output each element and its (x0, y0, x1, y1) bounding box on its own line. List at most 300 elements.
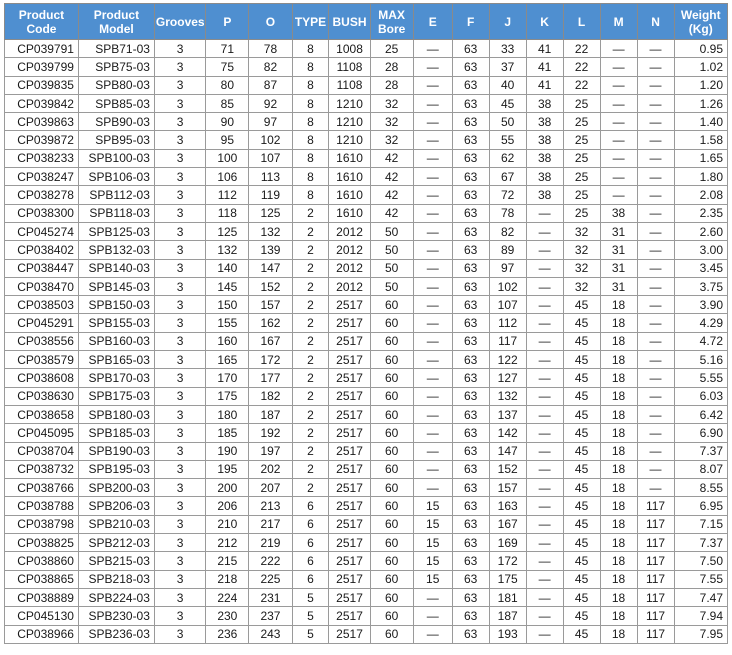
cell-model: SPB80-03 (78, 76, 154, 94)
cell-bush: 2517 (329, 351, 370, 369)
cell-k: — (526, 351, 563, 369)
cell-j: 172 (489, 552, 526, 570)
cell-maxbore: 60 (370, 460, 413, 478)
cell-j: 67 (489, 168, 526, 186)
column-header-model: Product Model (78, 4, 154, 40)
cell-code: CP045291 (5, 314, 79, 332)
table-row (5, 405, 728, 423)
cell-weight: 2.35 (674, 204, 727, 222)
cell-n: — (637, 424, 674, 442)
pulley-spec-table (4, 3, 728, 644)
cell-weight: 7.47 (674, 588, 727, 606)
cell-grooves: 3 (154, 588, 205, 606)
cell-grooves: 3 (154, 113, 205, 131)
cell-n: 117 (637, 534, 674, 552)
table-row (5, 369, 728, 387)
cell-f: 63 (452, 277, 489, 295)
table-row (5, 588, 728, 606)
cell-model: SPB132-03 (78, 241, 154, 259)
cell-weight: 3.75 (674, 277, 727, 295)
cell-model: SPB75-03 (78, 58, 154, 76)
table-row (5, 314, 728, 332)
cell-o: 107 (249, 149, 292, 167)
cell-f: 63 (452, 570, 489, 588)
cell-bush: 2517 (329, 442, 370, 460)
cell-weight: 1.40 (674, 113, 727, 131)
cell-f: 63 (452, 131, 489, 149)
table-row (5, 113, 728, 131)
cell-m: 31 (600, 241, 637, 259)
cell-e: — (413, 131, 452, 149)
cell-l: 45 (563, 424, 600, 442)
cell-f: 63 (452, 424, 489, 442)
table-row (5, 131, 728, 149)
cell-p: 200 (206, 479, 249, 497)
cell-grooves: 3 (154, 479, 205, 497)
cell-bush: 2517 (329, 588, 370, 606)
cell-k: 38 (526, 186, 563, 204)
cell-weight: 1.65 (674, 149, 727, 167)
cell-code: CP038865 (5, 570, 79, 588)
cell-o: 197 (249, 442, 292, 460)
cell-j: 72 (489, 186, 526, 204)
cell-grooves: 3 (154, 460, 205, 478)
cell-m: 18 (600, 369, 637, 387)
cell-o: 125 (249, 204, 292, 222)
cell-maxbore: 60 (370, 442, 413, 460)
cell-p: 85 (206, 94, 249, 112)
cell-j: 167 (489, 515, 526, 533)
cell-m: 18 (600, 607, 637, 625)
cell-p: 132 (206, 241, 249, 259)
cell-grooves: 3 (154, 58, 205, 76)
cell-maxbore: 60 (370, 588, 413, 606)
cell-bush: 2517 (329, 332, 370, 350)
cell-k: — (526, 424, 563, 442)
cell-model: SPB125-03 (78, 222, 154, 240)
cell-o: 78 (249, 40, 292, 58)
table-row (5, 296, 728, 314)
cell-weight: 7.55 (674, 570, 727, 588)
cell-k: 38 (526, 131, 563, 149)
cell-grooves: 3 (154, 168, 205, 186)
cell-j: 163 (489, 497, 526, 515)
cell-n: — (637, 314, 674, 332)
cell-code: CP038658 (5, 405, 79, 423)
cell-l: 45 (563, 570, 600, 588)
cell-f: 63 (452, 40, 489, 58)
cell-j: 102 (489, 277, 526, 295)
cell-n: 117 (637, 552, 674, 570)
cell-e: 15 (413, 515, 452, 533)
cell-weight: 5.55 (674, 369, 727, 387)
cell-code: CP038889 (5, 588, 79, 606)
cell-k: — (526, 204, 563, 222)
cell-model: SPB165-03 (78, 351, 154, 369)
cell-j: 33 (489, 40, 526, 58)
cell-o: 177 (249, 369, 292, 387)
cell-l: 45 (563, 607, 600, 625)
cell-p: 80 (206, 76, 249, 94)
cell-weight: 6.42 (674, 405, 727, 423)
cell-p: 155 (206, 314, 249, 332)
cell-k: — (526, 497, 563, 515)
cell-bush: 2012 (329, 222, 370, 240)
table-row (5, 149, 728, 167)
cell-type: 2 (292, 314, 329, 332)
column-header-n: N (637, 4, 674, 40)
cell-f: 63 (452, 58, 489, 76)
cell-k: — (526, 241, 563, 259)
cell-bush: 2517 (329, 460, 370, 478)
cell-e: — (413, 314, 452, 332)
cell-o: 219 (249, 534, 292, 552)
cell-bush: 1008 (329, 40, 370, 58)
cell-p: 90 (206, 113, 249, 131)
cell-type: 2 (292, 369, 329, 387)
cell-model: SPB112-03 (78, 186, 154, 204)
cell-p: 224 (206, 588, 249, 606)
cell-e: — (413, 222, 452, 240)
cell-m: 38 (600, 204, 637, 222)
cell-weight: 5.16 (674, 351, 727, 369)
cell-type: 8 (292, 76, 329, 94)
cell-m: — (600, 113, 637, 131)
cell-m: 18 (600, 332, 637, 350)
cell-type: 5 (292, 607, 329, 625)
cell-p: 190 (206, 442, 249, 460)
cell-f: 63 (452, 314, 489, 332)
cell-j: 152 (489, 460, 526, 478)
cell-l: 25 (563, 204, 600, 222)
cell-type: 2 (292, 479, 329, 497)
cell-f: 63 (452, 241, 489, 259)
table-row (5, 387, 728, 405)
cell-k: 41 (526, 58, 563, 76)
table-row (5, 259, 728, 277)
cell-p: 118 (206, 204, 249, 222)
cell-m: — (600, 186, 637, 204)
cell-code: CP038732 (5, 460, 79, 478)
cell-type: 2 (292, 259, 329, 277)
cell-m: 18 (600, 479, 637, 497)
cell-k: — (526, 534, 563, 552)
cell-k: — (526, 387, 563, 405)
cell-p: 106 (206, 168, 249, 186)
cell-n: — (637, 149, 674, 167)
cell-bush: 2517 (329, 625, 370, 643)
cell-bush: 1210 (329, 94, 370, 112)
cell-m: 18 (600, 588, 637, 606)
cell-k: — (526, 570, 563, 588)
cell-weight: 7.37 (674, 442, 727, 460)
cell-grooves: 3 (154, 387, 205, 405)
cell-p: 112 (206, 186, 249, 204)
header-row (5, 4, 728, 40)
cell-type: 8 (292, 113, 329, 131)
cell-bush: 2012 (329, 277, 370, 295)
cell-f: 63 (452, 296, 489, 314)
cell-k: — (526, 222, 563, 240)
cell-model: SPB160-03 (78, 332, 154, 350)
cell-l: 45 (563, 534, 600, 552)
cell-code: CP038608 (5, 369, 79, 387)
cell-e: — (413, 625, 452, 643)
cell-weight: 8.07 (674, 460, 727, 478)
cell-l: 22 (563, 76, 600, 94)
cell-o: 172 (249, 351, 292, 369)
cell-m: 18 (600, 296, 637, 314)
cell-type: 6 (292, 515, 329, 533)
cell-p: 145 (206, 277, 249, 295)
cell-type: 2 (292, 387, 329, 405)
cell-n: — (637, 442, 674, 460)
cell-bush: 2517 (329, 497, 370, 515)
cell-maxbore: 60 (370, 387, 413, 405)
cell-m: — (600, 168, 637, 186)
cell-weight: 3.00 (674, 241, 727, 259)
table-row (5, 497, 728, 515)
table-row (5, 94, 728, 112)
cell-m: 18 (600, 442, 637, 460)
cell-maxbore: 60 (370, 625, 413, 643)
cell-o: 207 (249, 479, 292, 497)
cell-weight: 1.20 (674, 76, 727, 94)
cell-l: 45 (563, 588, 600, 606)
cell-e: — (413, 405, 452, 423)
cell-bush: 1610 (329, 186, 370, 204)
cell-grooves: 3 (154, 351, 205, 369)
cell-type: 2 (292, 277, 329, 295)
cell-e: — (413, 460, 452, 478)
table-row (5, 424, 728, 442)
cell-e: 15 (413, 570, 452, 588)
cell-code: CP038503 (5, 296, 79, 314)
cell-maxbore: 50 (370, 277, 413, 295)
cell-bush: 1210 (329, 131, 370, 149)
cell-model: SPB195-03 (78, 460, 154, 478)
cell-bush: 1610 (329, 149, 370, 167)
cell-m: 18 (600, 314, 637, 332)
column-header-e: E (413, 4, 452, 40)
cell-o: 202 (249, 460, 292, 478)
cell-k: — (526, 259, 563, 277)
cell-m: 18 (600, 497, 637, 515)
cell-maxbore: 28 (370, 76, 413, 94)
cell-n: 117 (637, 497, 674, 515)
cell-model: SPB90-03 (78, 113, 154, 131)
cell-model: SPB180-03 (78, 405, 154, 423)
cell-j: 50 (489, 113, 526, 131)
cell-maxbore: 32 (370, 94, 413, 112)
cell-l: 25 (563, 186, 600, 204)
cell-weight: 1.26 (674, 94, 727, 112)
cell-type: 8 (292, 94, 329, 112)
column-header-weight: Weight (Kg) (674, 4, 727, 40)
cell-n: 117 (637, 515, 674, 533)
cell-grooves: 3 (154, 241, 205, 259)
cell-model: SPB218-03 (78, 570, 154, 588)
cell-l: 45 (563, 314, 600, 332)
column-header-f: F (452, 4, 489, 40)
cell-n: — (637, 204, 674, 222)
table-row (5, 552, 728, 570)
cell-n: 117 (637, 570, 674, 588)
cell-grooves: 3 (154, 259, 205, 277)
cell-o: 97 (249, 113, 292, 131)
cell-weight: 7.15 (674, 515, 727, 533)
cell-maxbore: 42 (370, 149, 413, 167)
cell-e: — (413, 369, 452, 387)
cell-m: 18 (600, 515, 637, 533)
cell-grooves: 3 (154, 497, 205, 515)
cell-bush: 2517 (329, 369, 370, 387)
cell-n: — (637, 94, 674, 112)
cell-p: 230 (206, 607, 249, 625)
cell-model: SPB206-03 (78, 497, 154, 515)
cell-j: 142 (489, 424, 526, 442)
cell-j: 132 (489, 387, 526, 405)
cell-type: 8 (292, 149, 329, 167)
cell-model: SPB118-03 (78, 204, 154, 222)
cell-n: 117 (637, 607, 674, 625)
cell-n: — (637, 76, 674, 94)
cell-grooves: 3 (154, 625, 205, 643)
cell-code: CP038233 (5, 149, 79, 167)
cell-o: 192 (249, 424, 292, 442)
cell-l: 32 (563, 259, 600, 277)
cell-weight: 7.50 (674, 552, 727, 570)
cell-e: — (413, 186, 452, 204)
cell-code: CP045130 (5, 607, 79, 625)
cell-f: 63 (452, 149, 489, 167)
cell-e: — (413, 259, 452, 277)
cell-f: 63 (452, 534, 489, 552)
cell-maxbore: 50 (370, 241, 413, 259)
cell-f: 63 (452, 497, 489, 515)
cell-l: 22 (563, 40, 600, 58)
cell-f: 63 (452, 387, 489, 405)
cell-o: 231 (249, 588, 292, 606)
cell-type: 2 (292, 405, 329, 423)
cell-grooves: 3 (154, 405, 205, 423)
cell-weight: 3.45 (674, 259, 727, 277)
cell-o: 182 (249, 387, 292, 405)
cell-j: 112 (489, 314, 526, 332)
cell-j: 169 (489, 534, 526, 552)
cell-l: 45 (563, 625, 600, 643)
cell-j: 181 (489, 588, 526, 606)
cell-e: — (413, 479, 452, 497)
cell-m: 18 (600, 351, 637, 369)
cell-maxbore: 50 (370, 259, 413, 277)
cell-code: CP039842 (5, 94, 79, 112)
cell-e: — (413, 94, 452, 112)
cell-o: 217 (249, 515, 292, 533)
cell-bush: 1610 (329, 204, 370, 222)
cell-maxbore: 32 (370, 131, 413, 149)
cell-o: 225 (249, 570, 292, 588)
table-row (5, 351, 728, 369)
cell-grooves: 3 (154, 369, 205, 387)
cell-k: 38 (526, 113, 563, 131)
cell-code: CP038556 (5, 332, 79, 350)
cell-m: — (600, 94, 637, 112)
cell-weight: 4.72 (674, 332, 727, 350)
cell-bush: 2517 (329, 607, 370, 625)
cell-n: — (637, 405, 674, 423)
cell-l: 45 (563, 442, 600, 460)
cell-maxbore: 60 (370, 497, 413, 515)
cell-o: 237 (249, 607, 292, 625)
cell-o: 102 (249, 131, 292, 149)
cell-maxbore: 60 (370, 534, 413, 552)
cell-type: 2 (292, 296, 329, 314)
cell-p: 185 (206, 424, 249, 442)
cell-maxbore: 42 (370, 168, 413, 186)
cell-k: — (526, 479, 563, 497)
cell-m: 18 (600, 387, 637, 405)
column-header-l: L (563, 4, 600, 40)
cell-bush: 2517 (329, 296, 370, 314)
cell-maxbore: 60 (370, 570, 413, 588)
cell-n: — (637, 369, 674, 387)
cell-e: 15 (413, 552, 452, 570)
column-header-m: M (600, 4, 637, 40)
cell-j: 62 (489, 149, 526, 167)
cell-n: — (637, 241, 674, 259)
cell-l: 25 (563, 113, 600, 131)
cell-bush: 2517 (329, 515, 370, 533)
cell-f: 63 (452, 625, 489, 643)
cell-weight: 6.03 (674, 387, 727, 405)
cell-n: — (637, 479, 674, 497)
cell-model: SPB224-03 (78, 588, 154, 606)
cell-e: — (413, 607, 452, 625)
column-header-bush: BUSH (329, 4, 370, 40)
cell-grooves: 3 (154, 607, 205, 625)
cell-j: 89 (489, 241, 526, 259)
cell-l: 32 (563, 277, 600, 295)
cell-k: — (526, 515, 563, 533)
cell-bush: 1610 (329, 168, 370, 186)
cell-l: 45 (563, 497, 600, 515)
cell-m: 18 (600, 570, 637, 588)
cell-e: — (413, 76, 452, 94)
cell-model: SPB185-03 (78, 424, 154, 442)
cell-k: 38 (526, 168, 563, 186)
column-header-grooves: Grooves (154, 4, 205, 40)
cell-bush: 2517 (329, 479, 370, 497)
cell-k: — (526, 296, 563, 314)
cell-f: 63 (452, 186, 489, 204)
cell-k: — (526, 332, 563, 350)
cell-l: 45 (563, 387, 600, 405)
cell-code: CP038788 (5, 497, 79, 515)
table-row (5, 58, 728, 76)
cell-n: 117 (637, 625, 674, 643)
cell-k: — (526, 369, 563, 387)
cell-n: — (637, 113, 674, 131)
cell-k: — (526, 314, 563, 332)
cell-n: — (637, 387, 674, 405)
cell-type: 2 (292, 424, 329, 442)
table-row (5, 534, 728, 552)
cell-f: 63 (452, 351, 489, 369)
table-row (5, 40, 728, 58)
cell-n: 117 (637, 588, 674, 606)
cell-j: 40 (489, 76, 526, 94)
